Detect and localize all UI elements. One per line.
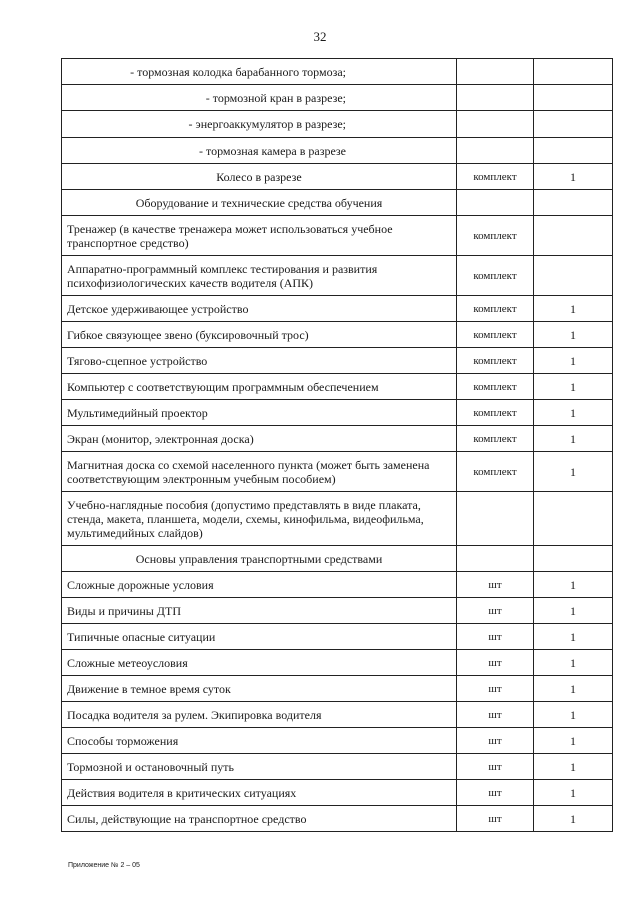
item-quantity: 1: [534, 164, 613, 190]
item-quantity: 1: [534, 572, 613, 598]
table-row: [62, 190, 613, 216]
item-name: Движение в темное время суток: [62, 676, 457, 702]
item-name: Основы управления транспортными средствами: [62, 546, 457, 572]
item-name: Учебно-наглядные пособия (допустимо представлять в виде плаката, стенда, макета, планшета, модели, схемы, кинофильма, видеофильма, мультимедийных слайдов): [62, 492, 457, 546]
table-row: [62, 296, 613, 322]
item-quantity: 1: [534, 676, 613, 702]
item-quantity: 1: [534, 806, 613, 832]
item-quantity: 1: [534, 348, 613, 374]
equipment-table-body: [62, 59, 613, 832]
item-unit: [457, 492, 534, 546]
item-name: Посадка водителя за рулем. Экипировка водителя: [62, 702, 457, 728]
item-name: - тормозная колодка барабанного тормоза;: [62, 59, 457, 85]
item-unit: комплект: [457, 296, 534, 322]
item-name: Тягово-сцепное устройство: [62, 348, 457, 374]
item-unit: комплект: [457, 348, 534, 374]
equipment-table: [61, 58, 613, 832]
item-unit: комплект: [457, 322, 534, 348]
item-name: Колесо в разрезе: [62, 164, 457, 190]
item-quantity: 1: [534, 754, 613, 780]
item-unit: [457, 546, 534, 572]
table-row: [62, 216, 613, 256]
table-row: [62, 322, 613, 348]
item-unit: [457, 85, 534, 111]
table-row: [62, 598, 613, 624]
item-name: Типичные опасные ситуации: [62, 624, 457, 650]
item-quantity: 1: [534, 780, 613, 806]
item-unit: комплект: [457, 452, 534, 492]
item-name: - энергоаккумулятор в разрезе;: [62, 111, 457, 138]
item-name: Оборудование и технические средства обучения: [62, 190, 457, 216]
item-name: Магнитная доска со схемой населенного пункта (может быть заменена соответствующим электронным учебным пособием): [62, 452, 457, 492]
table-row: [62, 164, 613, 190]
table-row: [62, 806, 613, 832]
table-row: [62, 572, 613, 598]
item-unit: комплект: [457, 164, 534, 190]
item-unit: комплект: [457, 426, 534, 452]
item-quantity: [534, 138, 613, 164]
table-row: [62, 426, 613, 452]
item-name: Действия водителя в критических ситуациях: [62, 780, 457, 806]
item-name: Сложные метеоусловия: [62, 650, 457, 676]
item-quantity: [534, 216, 613, 256]
table-row: [62, 256, 613, 296]
table-row: [62, 780, 613, 806]
item-name: Тормозной и остановочный путь: [62, 754, 457, 780]
page-number: 32: [313, 29, 327, 44]
item-quantity: 1: [534, 598, 613, 624]
footer-note: Приложение № 2 – 05: [68, 862, 140, 869]
item-unit: шт: [457, 806, 534, 832]
item-quantity: 1: [534, 728, 613, 754]
item-quantity: [534, 190, 613, 216]
table-row: [62, 138, 613, 164]
item-name: Виды и причины ДТП: [62, 598, 457, 624]
table-row: [62, 754, 613, 780]
item-name: Гибкое связующее звено (буксировочный трос): [62, 322, 457, 348]
item-unit: комплект: [457, 256, 534, 296]
item-quantity: 1: [534, 426, 613, 452]
item-quantity: 1: [534, 650, 613, 676]
table-row: [62, 111, 613, 138]
item-unit: [457, 59, 534, 85]
item-name: Детское удерживающее устройство: [62, 296, 457, 322]
item-quantity: 1: [534, 400, 613, 426]
item-quantity: 1: [534, 452, 613, 492]
item-quantity: [534, 111, 613, 138]
item-name: Компьютер с соответствующим программным обеспечением: [62, 374, 457, 400]
item-name: Тренажер (в качестве тренажера может использоваться учебное транспортное средство): [62, 216, 457, 256]
item-quantity: [534, 59, 613, 85]
item-unit: [457, 111, 534, 138]
item-unit: шт: [457, 728, 534, 754]
table-row: [62, 348, 613, 374]
item-quantity: [534, 546, 613, 572]
table-row: [62, 624, 613, 650]
table-row: [62, 374, 613, 400]
item-unit: комплект: [457, 216, 534, 256]
item-unit: комплект: [457, 400, 534, 426]
table-row: [62, 676, 613, 702]
item-quantity: [534, 492, 613, 546]
item-quantity: 1: [534, 624, 613, 650]
item-unit: шт: [457, 754, 534, 780]
item-name: Способы торможения: [62, 728, 457, 754]
table-row: [62, 85, 613, 111]
table-row: [62, 492, 613, 546]
item-quantity: [534, 85, 613, 111]
item-unit: [457, 138, 534, 164]
item-name: Аппаратно-программный комплекс тестирования и развития психофизиологических качеств водителя (АПК): [62, 256, 457, 296]
table-row: [62, 728, 613, 754]
item-quantity: [534, 256, 613, 296]
item-name: Экран (монитор, электронная доска): [62, 426, 457, 452]
table-row: [62, 546, 613, 572]
item-unit: шт: [457, 624, 534, 650]
item-unit: шт: [457, 676, 534, 702]
item-quantity: 1: [534, 322, 613, 348]
item-name: Силы, действующие на транспортное средство: [62, 806, 457, 832]
table-row: [62, 650, 613, 676]
item-name: Мультимедийный проектор: [62, 400, 457, 426]
item-quantity: 1: [534, 702, 613, 728]
item-name: - тормозная камера в разрезе: [62, 138, 457, 164]
item-unit: шт: [457, 572, 534, 598]
table-row: [62, 59, 613, 85]
item-name: Сложные дорожные условия: [62, 572, 457, 598]
item-unit: шт: [457, 702, 534, 728]
table-row: [62, 452, 613, 492]
item-quantity: 1: [534, 296, 613, 322]
item-unit: [457, 190, 534, 216]
item-unit: комплект: [457, 374, 534, 400]
item-unit: шт: [457, 650, 534, 676]
item-unit: шт: [457, 598, 534, 624]
table-row: [62, 702, 613, 728]
item-unit: шт: [457, 780, 534, 806]
item-name: - тормозной кран в разрезе;: [62, 85, 457, 111]
item-quantity: 1: [534, 374, 613, 400]
table-row: [62, 400, 613, 426]
